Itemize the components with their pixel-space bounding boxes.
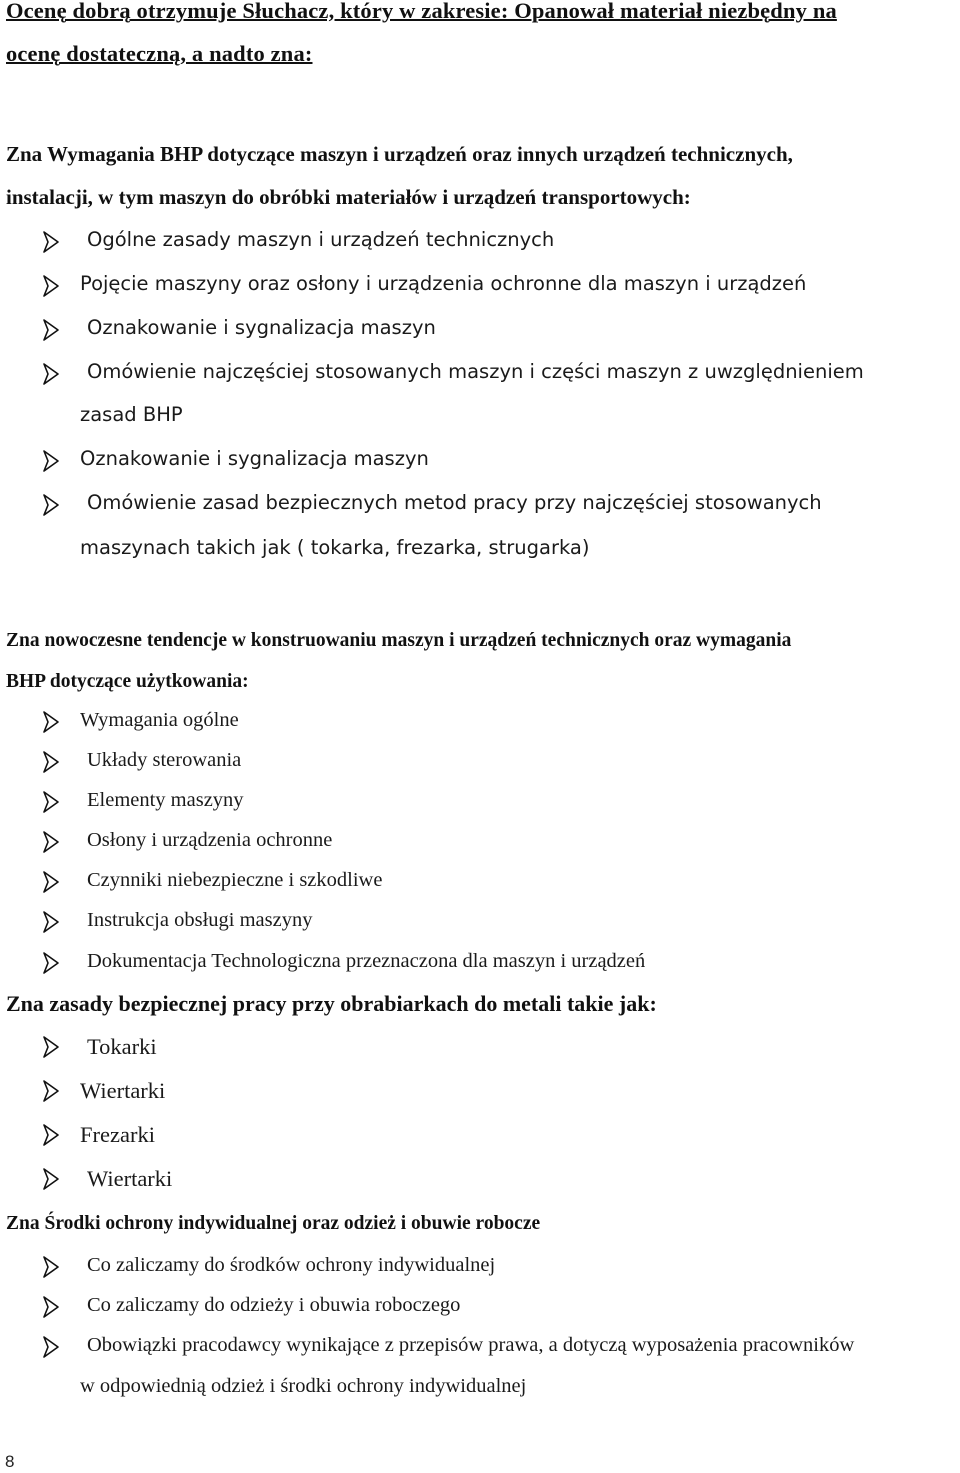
intro-line-1: Ocenę dobrą otrzymuje Słuchacz, który w zakresie: Opanował materiał niezbędny na: [6, 0, 837, 23]
arrowhead-bullet-icon: [38, 789, 64, 815]
section-1-heading-line-2: instalacji, w tym maszyn do obróbki materiałów i urządzeń transportowych:: [6, 185, 691, 209]
arrowhead-bullet-icon: [38, 273, 64, 299]
list-item: Wiertarki: [87, 1166, 173, 1191]
list-item: Oznakowanie i sygnalizacja maszyn: [87, 316, 436, 339]
arrowhead-bullet-icon: [38, 1034, 64, 1060]
list-item: Omówienie zasad bezpiecznych metod pracy przy najczęściej stosowanych: [87, 491, 822, 514]
arrowhead-bullet-icon: [38, 909, 64, 935]
list-item: Obowiązki pracodawcy wynikające z przepisów prawa, a dotyczą wyposażenia pracowników: [87, 1334, 855, 1356]
arrowhead-bullet-icon: [38, 492, 64, 518]
list-item: Oznakowanie i sygnalizacja maszyn: [80, 447, 429, 470]
list-item: Układy sterowania: [87, 749, 242, 771]
list-item: Co zaliczamy do środków ochrony indywidualnej: [87, 1254, 496, 1276]
list-item: Instrukcja obsługi maszyny: [87, 909, 313, 931]
section-2-heading-line-1: Zna nowoczesne tendencje w konstruowaniu maszyn i urządzeń technicznych oraz wymagania: [6, 630, 792, 651]
arrowhead-bullet-icon: [38, 869, 64, 895]
section-2-heading-line-2: BHP dotyczące użytkowania:: [6, 671, 249, 692]
section-4-heading: Zna Środki ochrony indywidualnej oraz odzież i obuwie robocze: [6, 1213, 541, 1234]
list-item: Czynniki niebezpieczne i szkodliwe: [87, 869, 383, 891]
list-item: Omówienie najczęściej stosowanych maszyn i części maszyn z uwzględnieniem: [87, 360, 864, 383]
list-item: Pojęcie maszyny oraz osłony i urządzenia ochronne dla maszyn i urządzeń: [80, 272, 807, 295]
list-item: Frezarki: [80, 1122, 155, 1147]
arrowhead-bullet-icon: [38, 1078, 64, 1104]
section-3-heading: Zna zasady bezpiecznej pracy przy obrabiarkach do metali takie jak:: [6, 991, 657, 1016]
arrowhead-bullet-icon: [38, 1122, 64, 1148]
list-item: Dokumentacja Technologiczna przeznaczona dla maszyn i urządzeń: [87, 950, 646, 972]
arrowhead-bullet-icon: [38, 1166, 64, 1192]
list-item: Tokarki: [87, 1034, 157, 1059]
arrowhead-bullet-icon: [38, 361, 64, 387]
list-item-continuation: zasad BHP: [80, 403, 183, 426]
intro-line-2: ocenę dostateczną, a nadto zna:: [6, 41, 313, 66]
section-1-heading-line-1: Zna Wymagania BHP dotyczące maszyn i urządzeń oraz innych urządzeń technicznych,: [6, 142, 793, 166]
arrowhead-bullet-icon: [38, 749, 64, 775]
arrowhead-bullet-icon: [38, 317, 64, 343]
arrowhead-bullet-icon: [38, 1254, 64, 1280]
list-item: Ogólne zasady maszyn i urządzeń technicznych: [87, 228, 555, 251]
page-number: 8: [5, 1452, 15, 1471]
list-item: Osłony i urządzenia ochronne: [87, 829, 333, 851]
arrowhead-bullet-icon: [38, 229, 64, 255]
list-item: Elementy maszyny: [87, 789, 244, 811]
arrowhead-bullet-icon: [38, 829, 64, 855]
arrowhead-bullet-icon: [38, 448, 64, 474]
list-item: Co zaliczamy do odzieży i obuwia roboczego: [87, 1294, 461, 1316]
arrowhead-bullet-icon: [38, 1294, 64, 1320]
list-item: Wymagania ogólne: [80, 709, 239, 731]
arrowhead-bullet-icon: [38, 709, 64, 735]
arrowhead-bullet-icon: [38, 1334, 64, 1360]
arrowhead-bullet-icon: [38, 950, 64, 976]
list-item: Wiertarki: [80, 1078, 166, 1103]
list-item-continuation: maszynach takich jak ( tokarka, frezarka, strugarka): [80, 536, 590, 559]
list-item-continuation: w odpowiednią odzież i środki ochrony indywidualnej: [80, 1375, 527, 1397]
